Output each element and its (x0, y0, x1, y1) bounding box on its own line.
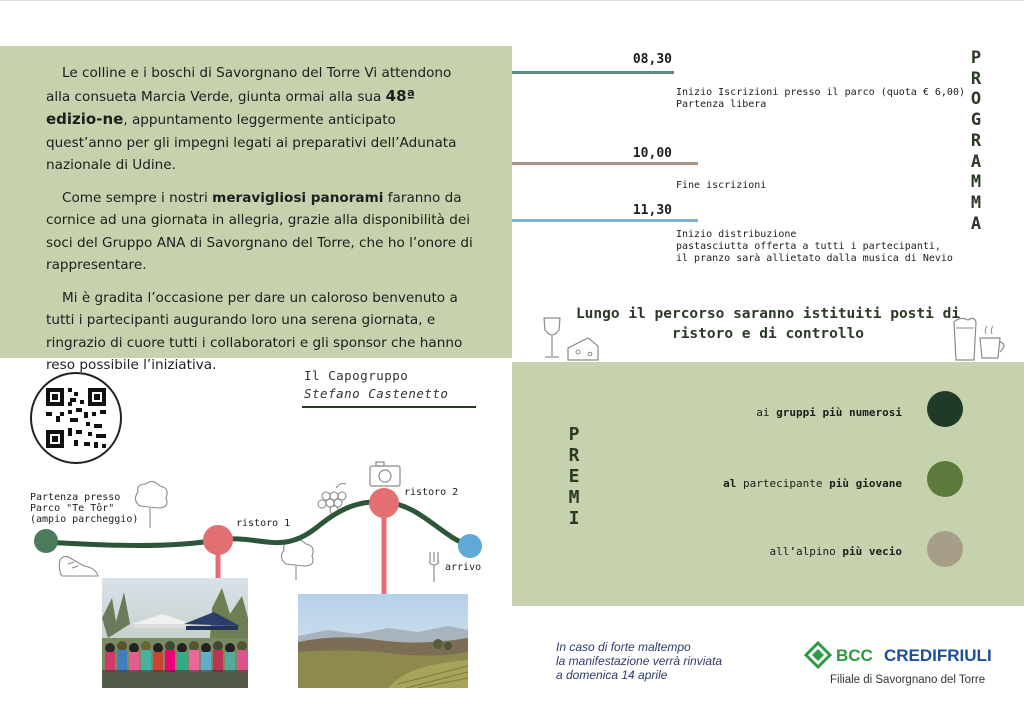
tree-icon-1 (135, 481, 167, 528)
prize-3-text (572, 545, 902, 558)
prize-1-bold2: più numerosi (822, 406, 902, 419)
timeline-line-2 (512, 162, 698, 165)
prize-3-bold2: più vecio (842, 545, 902, 558)
route-start-label: Partenza presso Parco "Te Tôr" (ampio parcheggio) (30, 492, 139, 525)
prize-2-dot (927, 461, 963, 497)
intro-paragraph-1 (46, 62, 474, 177)
intro-p2-rest: faranno da cornice ad una giornata in allegria, grazie alla disponibilità dei soci del Gruppo ANA di Savorgnano del Torre, che ho l’onore di rappresentare. (46, 189, 473, 273)
signature-role: Il Capogruppo (304, 368, 409, 383)
signature (304, 367, 448, 403)
timeline-desc-1: Inizio Iscrizioni presso il parco (quota € 6,00) Partenza libera (676, 87, 965, 110)
beer-coffee-icon (950, 314, 1010, 362)
crowd-photo (102, 578, 248, 688)
fork-icon (429, 552, 439, 582)
route-ristoro-2-label: ristoro 2 (404, 487, 459, 498)
prize-2-mid: partecipante (736, 477, 830, 490)
end-marker (458, 534, 482, 558)
prize-3-pre: all’alpino (769, 545, 843, 558)
qr-code[interactable] (30, 372, 122, 464)
intro-text (46, 62, 474, 387)
prize-1-mid (816, 406, 823, 419)
route-ristoro-1-label: ristoro 1 (236, 518, 291, 529)
prize-1-text (572, 406, 902, 419)
signature-underline (302, 406, 476, 408)
prize-1-bold1: gruppi (776, 406, 816, 419)
signature-name: Stefano Castenetto (304, 386, 449, 401)
shoe-icon (59, 556, 98, 576)
intro-p2-text: Come sempre i nostri (62, 189, 213, 206)
timeline-time-3: 11,30 (632, 203, 672, 218)
intro-paragraph-3: Mi è gradita l’occasione per dare un caloroso benvenuto a tutti i partecipanti augurando loro una serena giornata, e ringrazio di cuore tutti i collaboratori e gli sponsor che hanno reso possibile l’iniziativa. (46, 289, 463, 373)
intro-p1-bold: 48ª edizio-ne (46, 86, 416, 128)
intro-p2-bold: meravigliosi panorami (212, 189, 384, 206)
programma-heading: P R O G R A M M A (970, 48, 982, 234)
prize-2-bold2: più giovane (829, 477, 902, 490)
wine-cheese-icon (538, 316, 602, 362)
intro-p1-text: Le colline e i boschi di Savorgnano del Torre Vi attendono alla consueta Marcia Verde, giunta ormai alla sua (46, 65, 452, 105)
camera-icon (370, 462, 400, 486)
bank-name-text: CREDIFRIULI (884, 646, 992, 665)
prize-3-dot (927, 531, 963, 567)
timeline-time-1: 08,30 (632, 52, 672, 67)
landscape-photo (298, 594, 468, 688)
bank-bcc-text: BCC (836, 646, 873, 665)
intro-p1-rest: , appuntamento leggermente anticipato quest’anno per gli impegni legati ai preparativi dell’Adunata nazionale di Udine. (46, 112, 457, 173)
timeline-line-3 (512, 219, 698, 222)
prize-1-dot (927, 391, 963, 427)
prize-2-bold1: al (723, 477, 737, 490)
bcc-logo-icon (804, 641, 832, 669)
ristoro-2-marker (369, 488, 399, 518)
timeline-desc-3: Inizio distribuzione pastasciutta offerta a tutti i partecipanti, il pranzo sarà allietato dalla musica di Nevio (676, 229, 953, 264)
start-marker (34, 529, 58, 553)
intro-paragraph-2 (46, 187, 474, 277)
bank-branch-text: Filiale di Savorgnano del Torre (830, 674, 986, 686)
premi-heading: P R E M I (568, 424, 580, 529)
weather-note: In caso di forte maltempo la manifestazione verrà rinviata a domenica 14 aprile (556, 640, 723, 682)
lungo-percorso-text: Lungo il percorso saranno istituiti posti di ristoro e di controllo (575, 306, 961, 342)
tree-icon-2 (281, 539, 313, 580)
prize-1-pre: ai (756, 406, 777, 419)
ristoro-1-marker (203, 525, 233, 555)
route-end-label: arrivo (445, 562, 482, 573)
top-border (0, 0, 1024, 1)
prize-2-text (572, 477, 902, 490)
timeline-time-2: 10,00 (632, 146, 672, 161)
timeline-desc-2: Fine iscrizioni (676, 180, 767, 191)
timeline-line-1 (512, 71, 674, 74)
